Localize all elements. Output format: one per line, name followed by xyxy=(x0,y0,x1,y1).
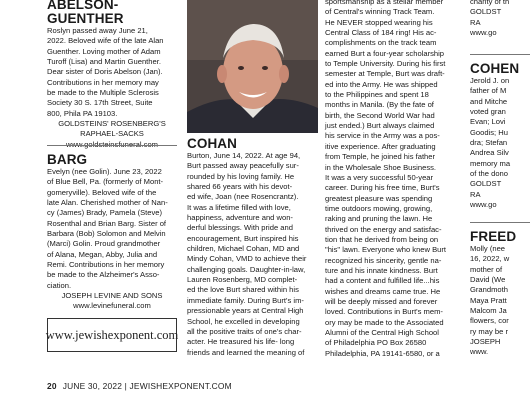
text-line: voted gran xyxy=(470,107,506,117)
text-line: pressionable years at Central High xyxy=(187,306,304,316)
cohen-body xyxy=(470,76,530,210)
text-line: RA xyxy=(470,17,481,27)
text-line: be made to the Multiple Sclerosis xyxy=(47,88,159,98)
cohan-continued-body xyxy=(325,0,455,359)
text-line: It was a lifetime filled with love, xyxy=(187,202,291,212)
text-line: Andrea Silv xyxy=(470,148,509,158)
text-line: RA xyxy=(470,189,481,199)
text-line: wishes and dreams came true. He xyxy=(325,286,441,296)
text-line: his service in the Army was a pos- xyxy=(325,131,440,141)
text-line: Burton, June 14, 2022. At age 94, xyxy=(187,151,301,160)
text-line: greatest pleasure was spending xyxy=(325,193,433,203)
text-line: complishments on the track team xyxy=(325,38,437,48)
text-line: 800, Phila PA 19103. xyxy=(47,108,118,118)
text-line: Maya Pratt xyxy=(470,295,507,305)
column-4-top xyxy=(470,0,530,38)
text-line: cy (James) Brady, Pamela (Steve) xyxy=(47,208,163,218)
text-line: www.go xyxy=(470,200,497,210)
text-line: charity of th xyxy=(470,0,510,6)
text-line: ciation. xyxy=(47,280,72,290)
text-line: months in Manila. (By the fate of xyxy=(325,100,434,110)
text-line: thrived on the energy and satisfac- xyxy=(325,224,442,234)
text-line: Turoff (Lisa) and Martin Guenther. xyxy=(47,57,161,67)
text-line: GOLDST xyxy=(470,7,502,17)
text-line: shared 66 years with his devot- xyxy=(187,182,293,192)
text-line: ture and his innate kindness. Burt xyxy=(325,265,438,275)
abelson-guenther-heading: ABELSON-GUENTHER xyxy=(47,0,124,26)
text-line: ed wife, Joan (nee Rosencrantz). xyxy=(187,192,299,202)
text-line: happiness, adventure and won- xyxy=(187,213,293,223)
page-number: 20 xyxy=(47,381,57,391)
text-line: loved. Contributions in Burt's mem- xyxy=(325,307,443,317)
text-line: itive experience. After graduating xyxy=(325,141,436,151)
text-line: dra; Stefan xyxy=(470,138,508,148)
text-line: Evan; Lovi xyxy=(470,117,506,127)
barg-body xyxy=(47,167,177,291)
text-line: Burt passed away peacefully sur- xyxy=(187,161,299,171)
text-line: "his" lawn. Everyone who knew Burt xyxy=(325,245,447,255)
text-line: in the Wholesale Shoe Business. xyxy=(325,162,437,172)
text-line: Goodis; Hu xyxy=(470,127,508,137)
freed-heading: FREED xyxy=(470,229,517,244)
text-line: encouragement, Burt inspired his xyxy=(187,233,299,243)
text-line: recognized his sincerity, gentle na- xyxy=(325,255,442,265)
text-line: GOLDST xyxy=(470,179,502,189)
text-line: sportsmanship as a stellar member xyxy=(325,0,444,6)
text-line: memory ma xyxy=(470,158,511,168)
abelson-guenther-body xyxy=(47,26,177,119)
text-line: derful blessings. With pride and xyxy=(187,223,293,233)
text-line: JOSEPH xyxy=(470,337,501,347)
text-line: of the dono xyxy=(470,169,509,179)
text-line: Alumni of the Central High School xyxy=(325,328,439,337)
text-line: Philadelphia, PA 19141-6580, or a xyxy=(325,348,440,358)
text-line: career. During his free time, Burt's xyxy=(325,183,440,193)
cohan-body xyxy=(187,151,319,358)
text-line: He NEVER stopped wearing his xyxy=(325,17,433,27)
text-line: Remi. Contributions in her memory xyxy=(47,260,165,270)
text-line: birth, the Second World War had xyxy=(325,110,435,120)
text-line: earned Burt a four-year scholarship xyxy=(325,48,445,58)
text-line: will be deeply missed and forever xyxy=(325,296,438,306)
text-line: (Marci) Golin. Proud grandmother xyxy=(47,239,161,249)
cohan-continued xyxy=(325,0,455,359)
text-line: Roslyn passed away June 21, xyxy=(47,26,148,35)
text-line: of Blue Bell, Pa. (formerly of Mont- xyxy=(47,177,164,187)
text-line: challenging goals. Daughter-in-law, xyxy=(187,264,306,274)
divider xyxy=(470,54,530,55)
text-line: to the Philippines and spent 18 xyxy=(325,90,429,100)
text-line: JOSEPH LEVINE AND SONS xyxy=(61,291,163,301)
text-line: Rosenthal and Brian Barg. Sister of xyxy=(47,218,167,228)
text-line: of Alana, Megan, Abby, Julia and xyxy=(47,249,158,259)
text-line: Mindy Cohan, VMD to achieve their xyxy=(187,254,307,264)
freed-obituary xyxy=(470,230,530,358)
text-line: 16, 2022, w xyxy=(470,254,510,264)
text-line: children, Michael Cohan, MD and xyxy=(187,244,300,254)
text-line: all the positive traits of one's char- xyxy=(187,326,302,336)
text-line: Contributions in her memory may xyxy=(47,77,159,87)
text-line: be made to the Alzheimer's Asso- xyxy=(47,270,160,280)
text-line: 2022. Beloved wife of the late Alan xyxy=(47,36,164,46)
text-line: semester at Temple, Burt was draft- xyxy=(325,69,445,79)
freed-body xyxy=(470,244,530,358)
divider xyxy=(47,145,177,146)
portrait-photo xyxy=(187,0,318,133)
text-line: GOLDSTEINS' ROSENBERG'S xyxy=(58,119,166,129)
page-footer xyxy=(47,381,232,391)
website-box-text[interactable]: www.jewishexponent.com xyxy=(45,327,179,342)
text-line: Lauren Rosenberg, MD complet- xyxy=(187,275,298,285)
text-line: Central Class of 184 ring! His ac- xyxy=(325,28,437,38)
text-line: Evelyn (nee Golin). June 23, 2022 xyxy=(47,167,162,176)
divider xyxy=(470,222,530,223)
text-line: to Temple University. During his first xyxy=(325,59,446,69)
text-line: immediate family. During Burt's im- xyxy=(187,295,304,305)
text-line: time outdoors mowing, growing, xyxy=(325,203,433,213)
text-line: Molly (nee xyxy=(470,244,506,253)
text-line: raking and pruning the lawn. He xyxy=(325,214,433,224)
text-line: mother of xyxy=(470,264,503,274)
text-line: friends and learned the meaning of xyxy=(187,347,305,357)
cohan-heading: COHAN xyxy=(187,136,237,151)
text-line: www.go xyxy=(470,28,497,38)
column-4 xyxy=(470,0,530,38)
website-box[interactable] xyxy=(47,318,177,352)
footer-date: JUNE 30, 2022 | JEWISHEXPONENT.COM xyxy=(62,381,232,391)
barg-obituary xyxy=(47,153,177,312)
text-line: Society 30 S. 17th Street, Suite xyxy=(47,98,153,108)
cohen-obituary xyxy=(470,62,530,210)
text-line: School, he excelled in developing xyxy=(187,316,300,326)
text-line: rounded by his loving family. He xyxy=(187,171,295,181)
text-line: Dear sister of Doris Abelson (Jan). xyxy=(47,67,163,77)
column-1 xyxy=(47,0,177,150)
text-line: RAPHAEL-SACKS xyxy=(80,129,144,139)
text-line: Malcom Ja xyxy=(470,306,507,316)
text-line: www.levinefuneral.com xyxy=(73,301,151,311)
text-line: flowers, cor xyxy=(470,316,509,326)
cohen-heading: COHEN xyxy=(470,61,520,76)
text-line: gomeryville). Beloved wife of the xyxy=(47,187,157,197)
text-line: acter. He treasured his life- long xyxy=(187,337,295,347)
text-line: Grandmoth xyxy=(470,285,508,295)
text-line: ory may be made to the Associated xyxy=(325,317,444,327)
text-line: and Mitche xyxy=(470,96,508,106)
cohan-obituary xyxy=(187,137,319,358)
text-line: ry may be r xyxy=(470,326,508,336)
text-line: had a content and fulfilled life...his xyxy=(325,276,440,286)
barg-funeral-home xyxy=(47,291,177,312)
text-line: Guenther. Loving mother of Adam xyxy=(47,46,161,56)
text-line: just ended.) Burt always claimed xyxy=(325,121,435,131)
barg-heading: BARG xyxy=(47,152,88,167)
text-line: late Alan. Cherished mother of Nan- xyxy=(47,198,168,208)
text-line: of Central's winning Track Team. xyxy=(325,7,435,17)
text-line: from Temple, he joined his father xyxy=(325,152,436,162)
text-line: It was a very successful 50-year xyxy=(325,172,434,182)
text-line: Barbara (Bob) Solomon and Melvin xyxy=(47,229,166,239)
text-line: Jerold J. on xyxy=(470,76,510,85)
text-line: www. xyxy=(470,347,489,357)
text-line: David (We xyxy=(470,275,506,285)
text-line: ed the love Burt shared within his xyxy=(187,285,299,295)
text-line: ed into the Army. He was shipped xyxy=(325,79,438,89)
obituary-photo xyxy=(187,0,318,133)
text-line: tion that he derived from being on xyxy=(325,234,439,244)
text-line: of Philadelphia PO Box 26580 xyxy=(325,338,427,348)
text-line: father of M xyxy=(470,86,507,96)
